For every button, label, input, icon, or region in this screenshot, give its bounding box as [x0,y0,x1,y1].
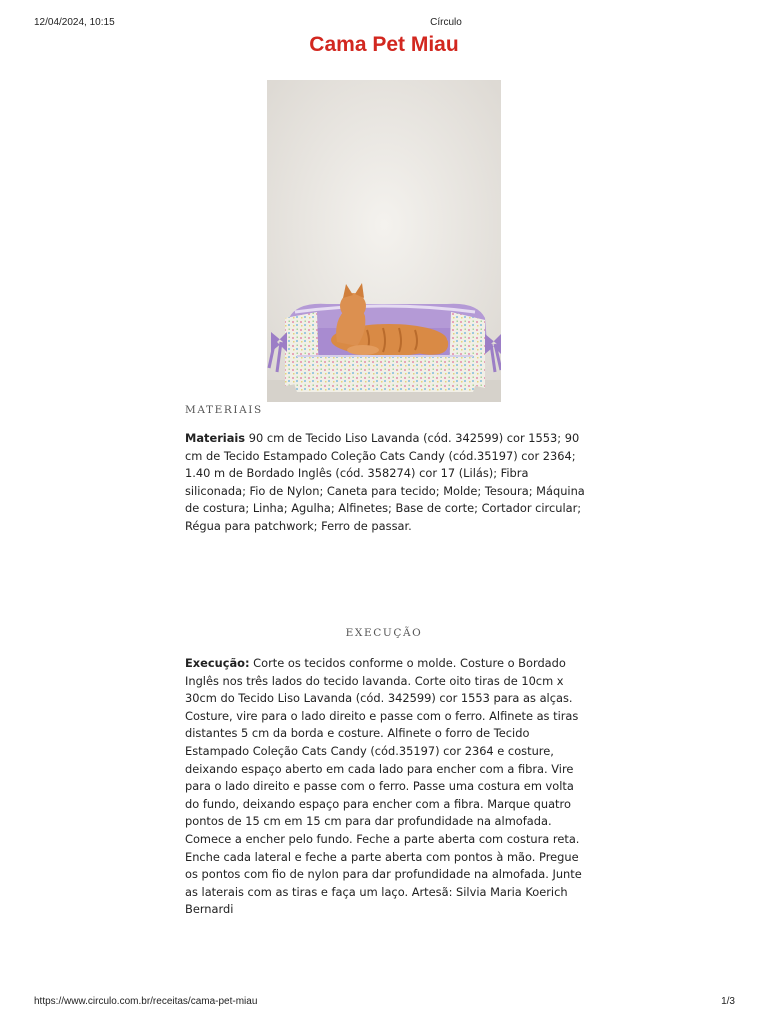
cat-bed-photo [267,80,501,402]
materials-paragraph [185,430,585,536]
materials-section-label: MATERIAIS [185,404,263,416]
materials-text: 90 cm de Tecido Liso Lavanda (cód. 342599) cor 1553; 90 cm de Tecido Estampado Coleção Cats Candy (cód.35197) cor 2364; 1.40 m de Bordado Inglês (cód. 358274) cor 17 (Lilás); Fibra siliconada; Fio de Nylon; Caneta para tecido; Molde; Tesoura; Máquina de costura; Linha; Agulha; Alfinetes; Base de corte; Cortador circular; Régua para patchwork; Ferro de passar. [185,431,585,533]
execution-lead: Execução: [185,656,250,670]
footer-url: https://www.circulo.com.br/receitas/cama-pet-miau [34,996,258,1007]
execution-paragraph [185,655,585,919]
execution-section-label: EXECUÇÃO [345,627,423,639]
header-datetime: 12/04/2024, 10:15 [34,17,115,28]
footer-page-number: 1/3 [721,996,735,1007]
page-title: Cama Pet Miau [309,33,459,56]
materials-lead: Materiais [185,431,246,445]
header-site-name: Círculo [430,17,462,28]
execution-text: Corte os tecidos conforme o molde. Costure o Bordado Inglês nos três lados do tecido lavanda. Corte oito tiras de 10cm x 30cm do Tecido Liso Lavanda (cód. 342599) cor 1553 para as alças. Costure, vire para o lado direito e passe com o ferro. Alfinete as tiras distantes 5 cm da borda e costure. Alfinete o forro de Tecido Estampado Coleção Cats Candy (cód.35197) cor 2364 e costure, deixando espaço aberto em cada lado para encher com a fibra. Vire para o lado direito e passe com o ferro. Passe uma costura em volta do fundo, deixando espaço para encher com a fibra. Marque quatro pontos de 15 cm em 15 cm para dar profundidade na almofada. Comece a encher pelo fundo. Feche a parte aberta com costura reta. Enche cada lateral e feche a parte aberta com pontos à mão. Pregue os pontos com fio de nylon para dar profundidade na almofada. Junte as laterais com as tiras e faça um laço. Artesã: Silvia Maria Koerich Bernardi [185,656,582,917]
